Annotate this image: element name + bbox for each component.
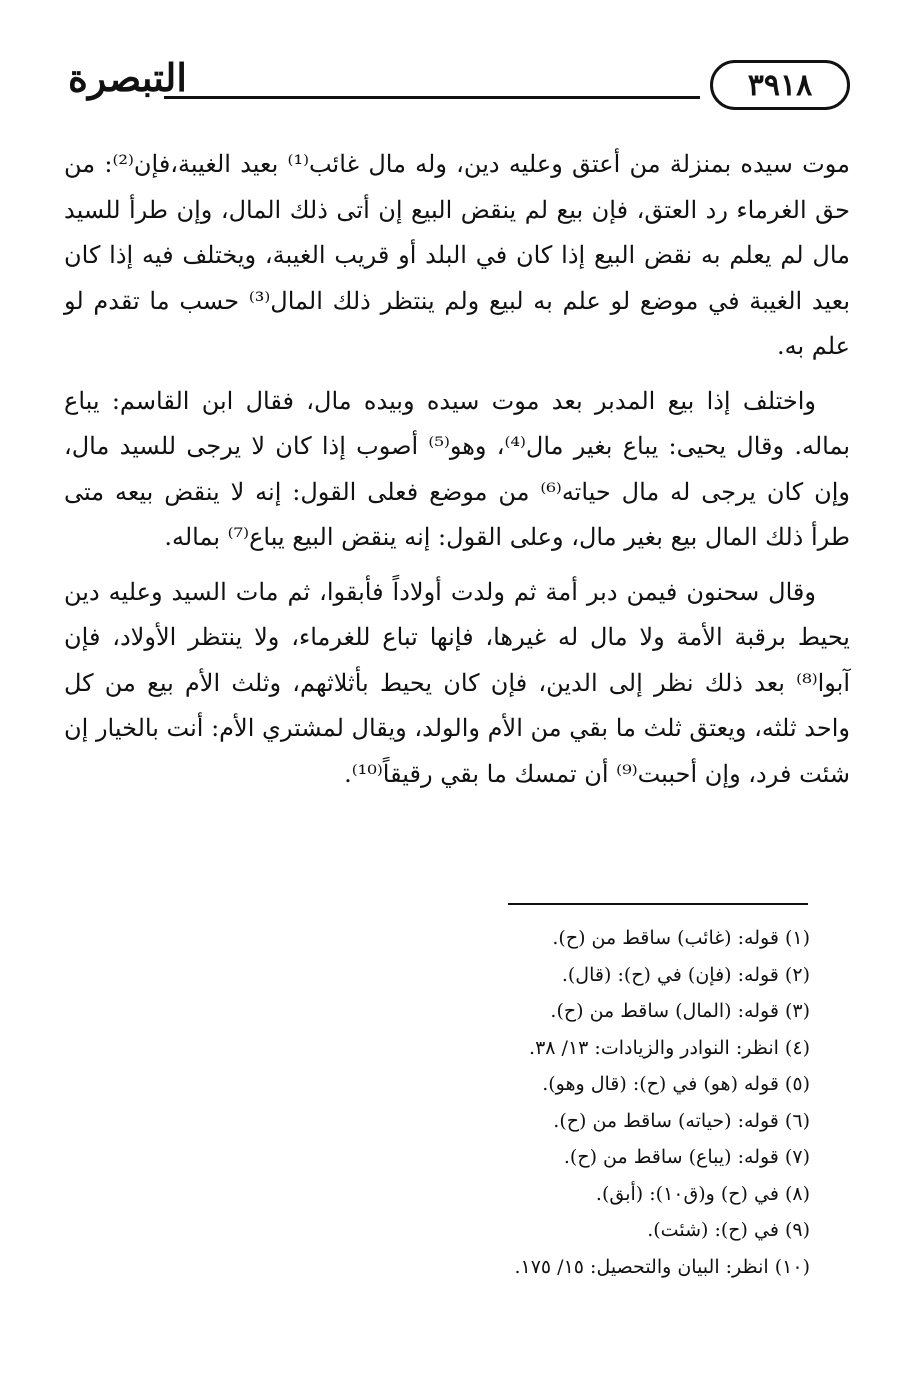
footnote-6: (٦) قوله: (حياته) ساقط من (ح). [553, 1109, 810, 1132]
paragraph-3: وقال سحنون فيمن دبر أمة ثم ولدت أولاداً فأبقوا، ثم مات السيد وعليه دين يحيط برقبة الأمة ولا مال له غيرها، فإنها تباع للغرماء، ولا ينتظر الأولاد، فإن آبوا⁽⁸⁾ بعد ذلك نظر إلى الدين، فإن كان يحيط بأثلاثهم، وثلث الأم بيع من كل واحد ثلثه، ويعتق ثلث ما بقي من الأم والولد، ويقال لمشتري الأم: أنت بالخيار إن شئت فرد، وإن أحببت⁽⁹⁾ أن تمسك ما بقي رقيقاً⁽¹⁰⁾. [64, 577, 850, 788]
footnote-9: (٩) في (ح): (شئت). [647, 1219, 810, 1241]
footnote-8: (٨) في (ح) و(ق١٠): (أبق). [595, 1182, 810, 1205]
footnote-separator [508, 903, 808, 905]
footnotes [64, 920, 810, 1285]
book-title: التبصرة [68, 55, 187, 100]
footnote-2: (٢) قوله: (فإن) في (ح): (قال). [561, 963, 810, 986]
footnote-7: (٧) قوله: (يباع) ساقط من (ح). [563, 1146, 810, 1168]
header-rule [164, 96, 700, 99]
paragraph-2: واختلف إذا بيع المدبر بعد موت سيده وبيده مال، فقال ابن القاسم: يباع بماله. وقال يحيى: يباع بغير مال⁽⁴⁾، وهو⁽⁵⁾ أصوب إذا كان لا يرجى للسيد مال، وإن كان يرجى له مال حياته⁽⁶⁾ من موضع فعلى القول: إنه لا ينقض بيعه متى طرأ ذلك المال بيع بغير مال، وعلى القول: إنه ينقض البيع يباع⁽⁷⁾ بماله. [64, 386, 850, 551]
footnote-3: (٣) قوله: (المال) ساقط من (ح). [550, 1000, 810, 1022]
paragraph-1: موت سيده بمنزلة من أعتق وعليه دين، وله مال غائب⁽¹⁾ بعيد الغيبة،فإن⁽²⁾: من حق الغرماء رد العتق، فإن بيع لم ينقض البيع إن أتى ذلك المال، وإن طرأ للسيد مال لم يعلم به نقض البيع إذا كان في البلد أو قريب الغيبة، ويختلف فيه إذا كان بعيد الغيبة في موضع لو علم به لبيع ولم ينتظر ذلك المال⁽³⁾ حسب ما تقدم لو علم به. [64, 150, 850, 360]
footnote-10: (١٠) انظر: البيان والتحصيل: ١٥/ ١٧٥. [514, 1255, 810, 1278]
page-number-badge [710, 60, 850, 110]
footnote-1: (١) قوله: (غائب) ساقط من (ح). [552, 927, 810, 949]
main-text [64, 142, 850, 806]
footnote-5: (٥) قوله (هو) في (ح): (قال وهو). [542, 1073, 810, 1095]
page-number: ٣٩١٨ [747, 67, 813, 103]
footnote-4: (٤) انظر: النوادر والزيادات: ١٣/ ٣٨. [529, 1036, 810, 1059]
page-header [68, 52, 850, 112]
